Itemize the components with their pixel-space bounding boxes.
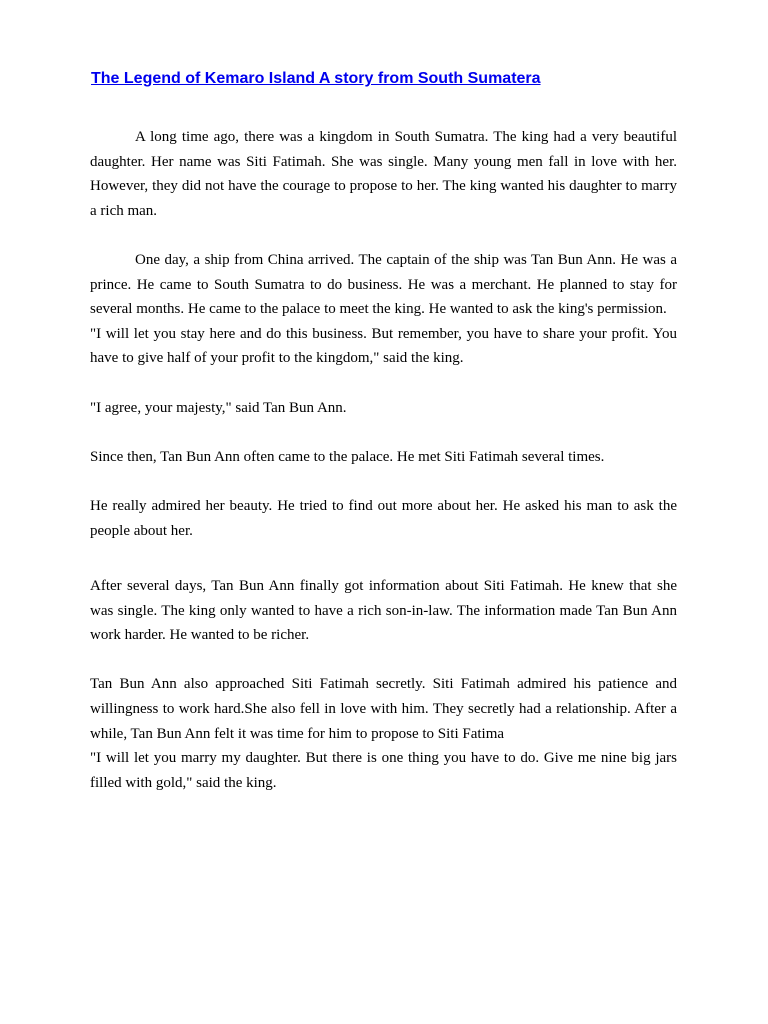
paragraph: "I will let you marry my daughter. But there is one thing you have to do. Give me nine big jars filled with gold," said the king. (90, 750, 677, 791)
paragraph: He really admired her beauty. He tried to find out more about her. He asked his man to ask the people about her. (90, 497, 677, 539)
document-body (90, 125, 677, 795)
paragraph: Since then, Tan Bun Ann often came to the palace. He met Siti Fatimah several times. (90, 448, 605, 465)
paragraph: After several days, Tan Bun Ann finally got information about Siti Fatimah. He knew that she was single. The king only wanted to have a rich son-in-law. The information made Tan Bun Ann work harder. He wanted to be richer. (90, 578, 677, 644)
paragraph: Tan Bun Ann also approached Siti Fatimah secretly. Siti Fatimah admired his patience and willingness to work hard.She also fell in love with him. They secretly had a relationship. After a while, Tan Bun Ann felt it was time for him to propose to Siti Fatima (90, 676, 677, 742)
document-title-link[interactable]: The Legend of Kemaro Island A story from South Sumatera (91, 70, 541, 87)
paragraph: "I agree, your majesty," said Tan Bun Ann. (90, 399, 347, 416)
paragraph: A long time ago, there was a kingdom in South Sumatra. The king had a very beautiful daughter. Her name was Siti Fatimah. She was single. Many young men fall in love with her. However, they did not have the courage to propose to her. The king wanted his daughter to marry a rich man. (90, 129, 677, 219)
paragraph: One day, a ship from China arrived. The captain of the ship was Tan Bun Ann. He was a prince. He came to South Sumatra to do business. He was a merchant. He planned to stay for several months. He came to the palace to meet the king. He wanted to ask the king's permission. (90, 251, 677, 318)
paragraph: "I will let you stay here and do this business. But remember, you have to share your profit. You have to give half of your profit to the kingdom," said the king. (90, 325, 677, 367)
